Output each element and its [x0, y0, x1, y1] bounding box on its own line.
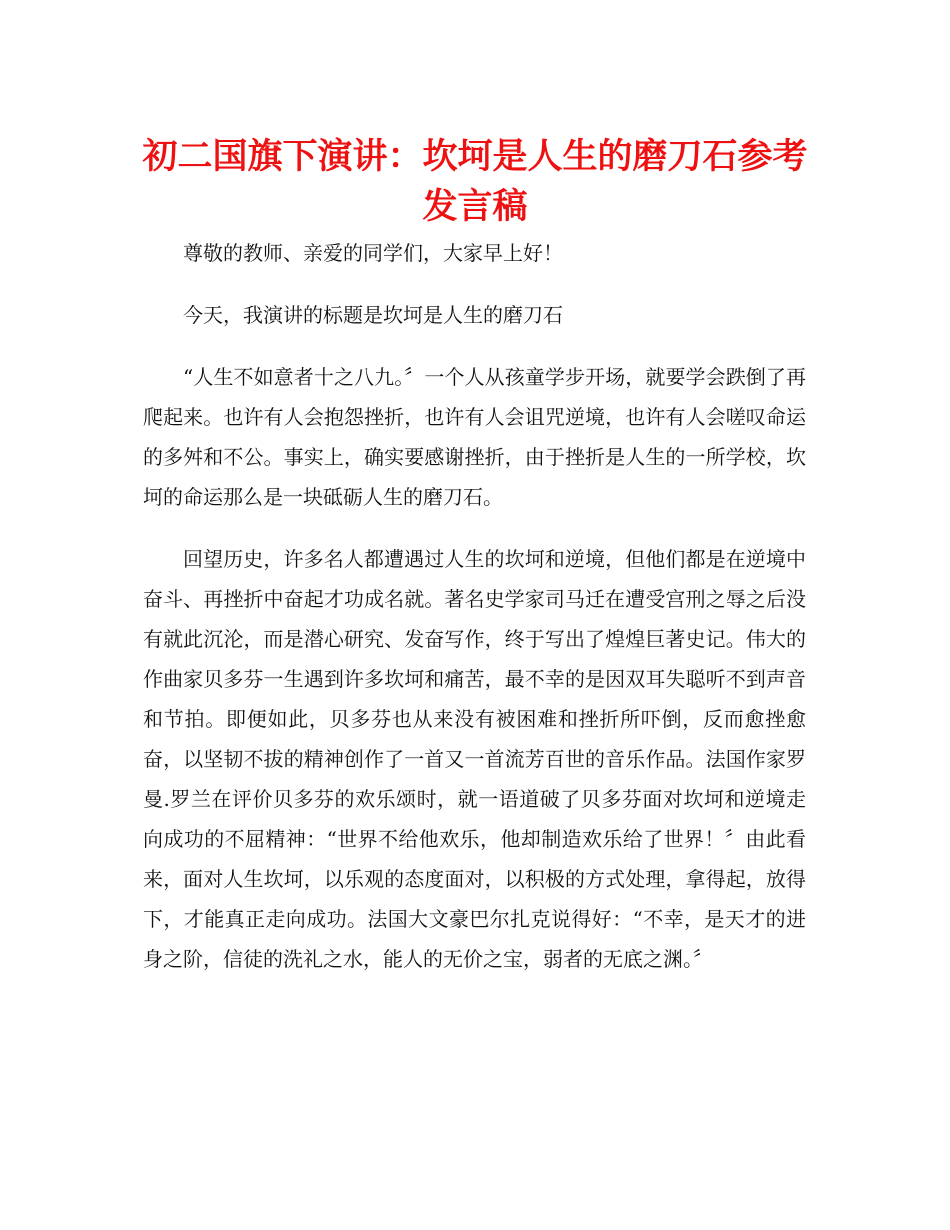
document-title: 初二国旗下演讲：坎坷是人生的磨刀石参考发言稿: [142, 137, 808, 227]
document-body: [143, 233, 806, 1001]
body-paragraph: “人生不如意者十之八九。〞一个人从孩童学步开场，就要学会跌倒了再爬起来。也许有人会抱怨挫折，也许有人会诅咒逆境，也许有人会嗟叹命运的多舛和不公。事实上，确实要感谢挫折，由于挫折是人生的一所学校，坎坷的命运那么是一块砥砺人生的磨刀石。: [143, 365, 806, 509]
body-paragraph: 回望历史，许多名人都遭遇过人生的坎坷和逆境，但他们都是在逆境中奋斗、再挫折中奋起才功成名就。著名史学家司马迁在遭受宫刑之辱之后没有就此沉沦，而是潜心研究、发奋写作，终于写出了煌煌巨著史记。伟大的作曲家贝多芬一生遇到许多坎坷和痛苦，最不幸的是因双耳失聪听不到声音和节拍。即便如此，贝多芬也从来没有被困难和挫折所吓倒，反而愈挫愈奋，以坚韧不拔的精神创作了一首又一首流芳百世的音乐作品。法国作家罗曼.罗兰在评价贝多芬的欢乐颂时，就一语道破了贝多芬面对坎坷和逆境走向成功的不屈精神：“世界不给他欢乐，他却制造欢乐给了世界！〞由此看来，面对人生坎坷，以乐观的态度面对，以积极的方式处理，拿得起，放得下，才能真正走向成功。法国大文豪巴尔扎克说得好：“不幸，是天才的进身之阶，信徒的洗礼之水，能人的无价之宝，弱者的无底之渊。〞: [143, 547, 806, 971]
topic-paragraph: 今天，我演讲的标题是坎坷是人生的磨刀石: [183, 303, 563, 327]
greeting-paragraph: 尊敬的教师、亲爱的同学们，大家早上好！: [183, 241, 563, 265]
